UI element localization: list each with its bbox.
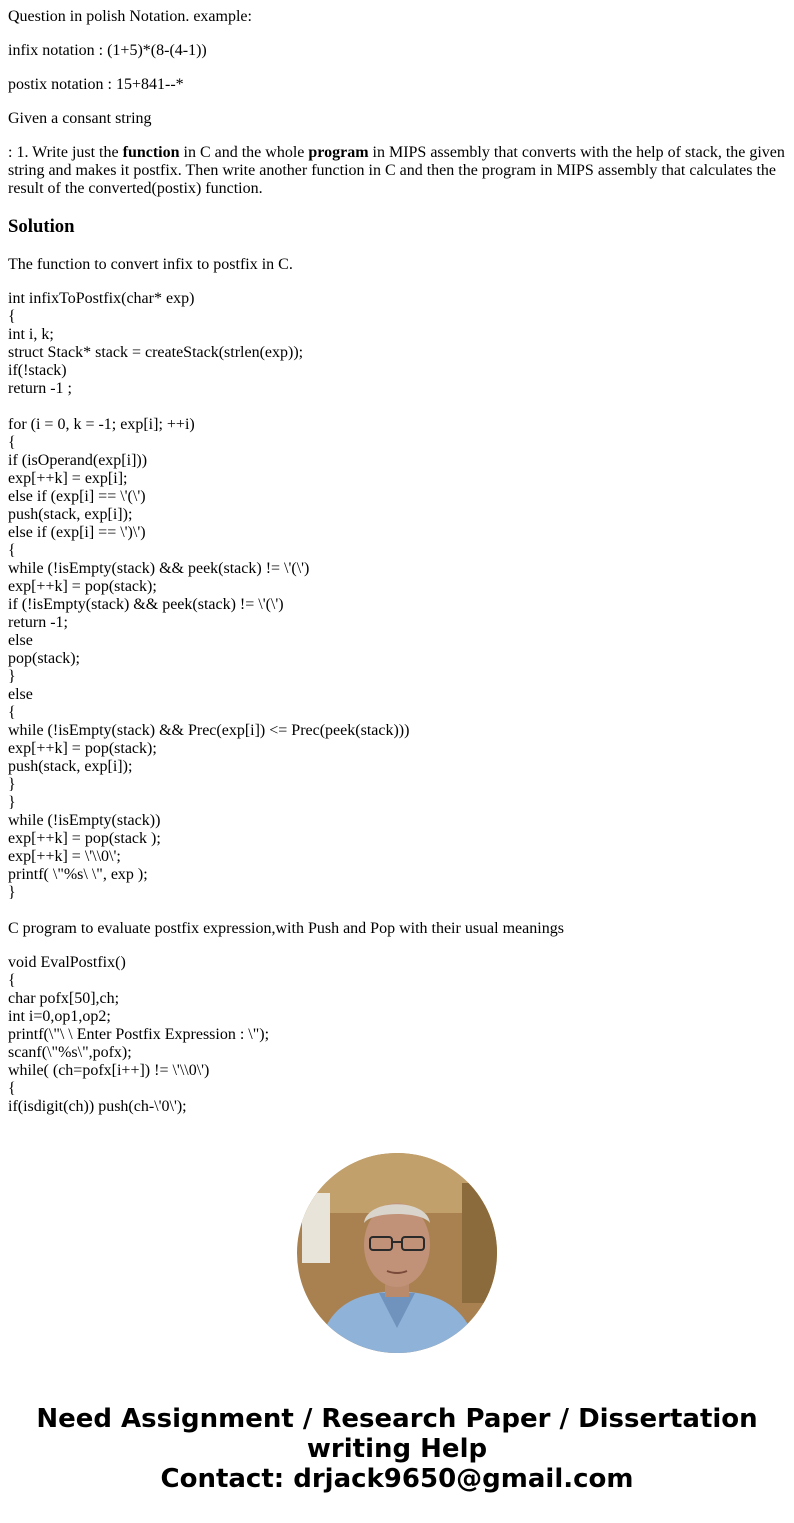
question-line-1: Question in polish Notation. example: [8, 8, 252, 25]
code-line: printf( \"%s\ \", exp ); [8, 866, 148, 883]
task-suffix: in MIPS assembly that converts with the help of stack, the given string and makes it postfix. Then write another function in C and then the program in MIPS assembly that calculates the result of the converted(postix) function. [8, 144, 785, 197]
footer-line-2: writing Help [306, 1434, 488, 1464]
footer-line-1: Need Assignment / Research Paper / Dissertation [36, 1404, 758, 1434]
task-bold-function: function [122, 144, 180, 161]
task-bold-program: program [308, 144, 369, 161]
code-line: exp[++k] = pop(stack); [8, 578, 157, 595]
code-line: { [8, 1080, 16, 1097]
footer-contact [0, 1404, 794, 1494]
code-line: { [8, 542, 16, 559]
code-line: exp[++k] = \'\\0\'; [8, 848, 121, 865]
solution-intro-2: C program to evaluate postfix expression,with Push and Pop with their usual meanings [8, 920, 564, 937]
code-line: else if (exp[i] == \'(\') [8, 488, 146, 505]
solution-heading: Solution [8, 216, 75, 237]
question-line-3: postix notation : 15+841--* [8, 76, 184, 93]
code-line: char pofx[50],ch; [8, 990, 120, 1007]
code-line: int i, k; [8, 326, 54, 343]
code-line: exp[++k] = exp[i]; [8, 470, 128, 487]
code-line: push(stack, exp[i]); [8, 758, 133, 775]
code-line: { [8, 434, 16, 451]
question-line-4: Given a consant string [8, 110, 152, 127]
code-line [8, 398, 788, 416]
code-line: else [8, 632, 33, 649]
code-line: scanf(\"%s\",pofx); [8, 1044, 132, 1061]
code-line: exp[++k] = pop(stack); [8, 740, 157, 757]
code-line: return -1; [8, 614, 68, 631]
footer-line-3: Contact: drjack9650@gmail.com [160, 1464, 634, 1494]
code-line: } [8, 668, 16, 685]
code-line: pop(stack); [8, 650, 80, 667]
code-line: while (!isEmpty(stack)) [8, 812, 161, 829]
code-line: while (!isEmpty(stack) && peek(stack) != \'(\') [8, 560, 310, 577]
code-line: return -1 ; [8, 380, 72, 397]
code-line: } [8, 776, 16, 793]
code-line: exp[++k] = pop(stack ); [8, 830, 161, 847]
code-line: { [8, 972, 16, 989]
code-line: void EvalPostfix() [8, 954, 126, 971]
code-line: while (!isEmpty(stack) && Prec(exp[i]) <= Prec(peek(stack))) [8, 722, 410, 739]
code-line: { [8, 308, 16, 325]
task-prefix: : 1. Write just the [8, 144, 123, 161]
code-line: else if (exp[i] == \')\') [8, 524, 146, 541]
question-line-2: infix notation : (1+5)*(8-(4-1)) [8, 42, 207, 59]
code-line: } [8, 794, 16, 811]
author-photo [297, 1153, 497, 1353]
code-line: int infixToPostfix(char* exp) [8, 290, 195, 307]
task-mid: in C and the whole [179, 144, 309, 161]
solution-intro: The function to convert infix to postfix in C. [8, 256, 293, 273]
code-line: if (!isEmpty(stack) && peek(stack) != \'(\') [8, 596, 284, 613]
article [8, 8, 788, 1134]
code-line: for (i = 0, k = -1; exp[i]; ++i) [8, 416, 195, 433]
question-task [8, 144, 788, 198]
eval-postfix-code [8, 954, 788, 1116]
code-line: } [8, 884, 16, 901]
code-line: if(isdigit(ch)) push(ch-\'0\'); [8, 1098, 187, 1115]
infix-to-postfix-code [8, 290, 788, 902]
author-avatar [297, 1153, 497, 1353]
code-line: else [8, 686, 33, 703]
code-line: push(stack, exp[i]); [8, 506, 133, 523]
code-line: int i=0,op1,op2; [8, 1008, 111, 1025]
code-line: if (isOperand(exp[i])) [8, 452, 148, 469]
code-line: if(!stack) [8, 362, 67, 379]
code-line: while( (ch=pofx[i++]) != \'\\0\') [8, 1062, 210, 1079]
code-line: struct Stack* stack = createStack(strlen(exp)); [8, 344, 304, 361]
code-line: { [8, 704, 16, 721]
code-line: printf(\"\ \ Enter Postfix Expression : \"); [8, 1026, 270, 1043]
